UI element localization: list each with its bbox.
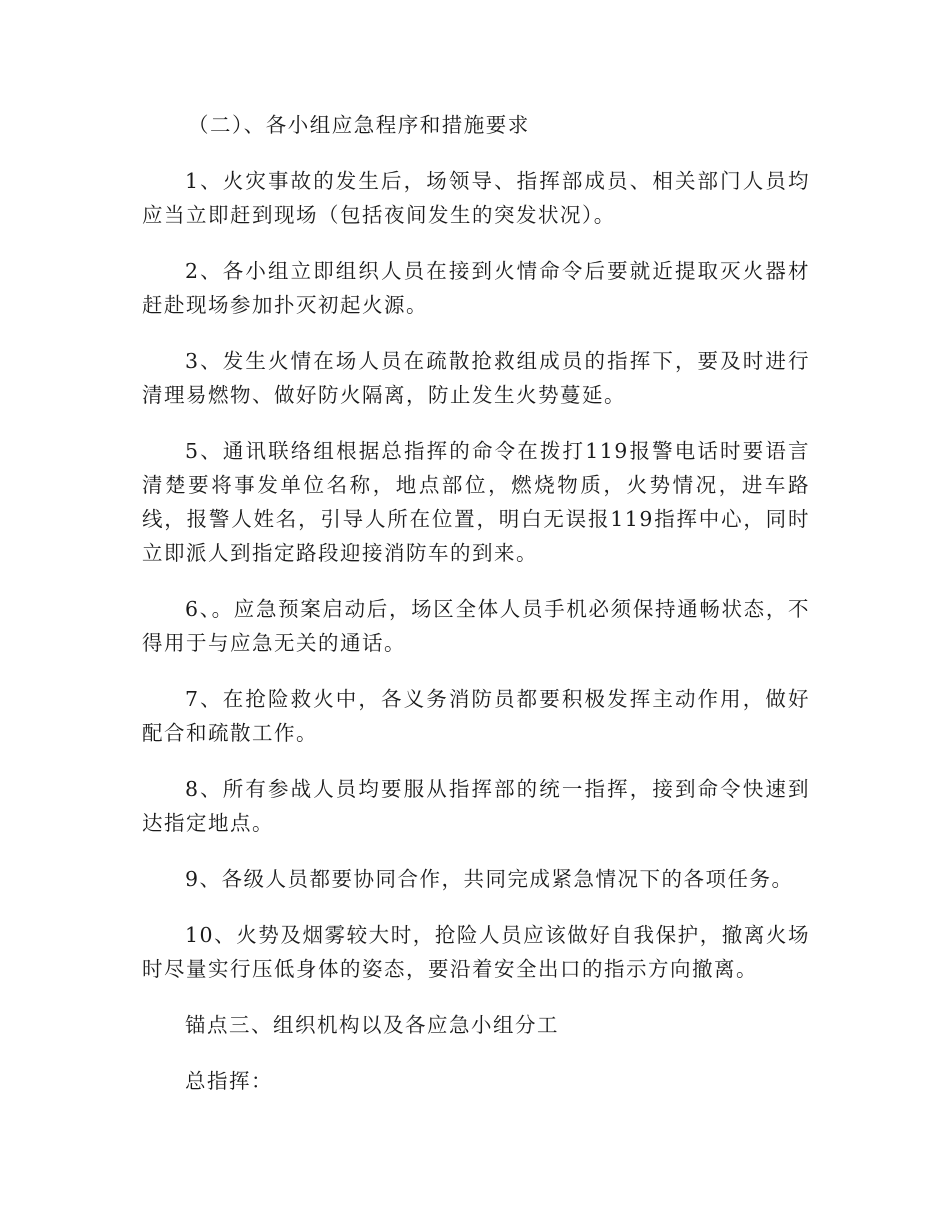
paragraph-item-2: 2、各小组立即组织人员在接到火情命令后要就近提取灭火器材赶赴现场参加扑灭初起火源。 [142, 259, 810, 317]
document-body [142, 108, 810, 1120]
paragraph-item-6: 6、。应急预案启动后，场区全体人员手机必须保持通畅状态，不得用于与应急无关的通话。 [142, 597, 810, 655]
paragraph-item-10: 10、火势及烟雾较大时，抢险人员应该做好自我保护，撤离火场时尽量实行压低身体的姿态，要沿着安全出口的指示方向撤离。 [142, 923, 810, 981]
paragraph-item-5: 5、通讯联络组根据总指挥的命令在拨打119报警电话时要语言清楚要将事发单位名称，地点部位，燃烧物质，火势情况，进车路线，报警人姓名，引导人所在位置，明白无误报119指挥中心，同时立即派人到指定路段迎接消防车的到来。 [142, 439, 810, 565]
paragraph-item-9: 9、各级人员都要协同合作，共同完成紧急情况下的各项任务。 [185, 867, 794, 891]
commander-label: 总指挥： [185, 1069, 273, 1093]
section-heading-organization: 锚点三、组织机构以及各应急小组分工 [185, 1013, 559, 1037]
section-heading: （二）、各小组应急程序和措施要求 [188, 113, 530, 137]
paragraph-item-3: 3、发生火情在场人员在疏散抢救组成员的指挥下，要及时进行清理易燃物、做好防火隔离，防止发生火势蔓延。 [142, 349, 810, 407]
paragraph-item-1: 1、火灾事故的发生后，场领导、指挥部成员、相关部门人员均应当立即赶到现场（包括夜间发生的突发状况）。 [142, 169, 810, 227]
paragraph-item-8: 8、所有参战人员均要服从指挥部的统一指挥，接到命令快速到达指定地点。 [142, 777, 810, 835]
paragraph-item-7: 7、在抢险救火中，各义务消防员都要积极发挥主动作用，做好配合和疏散工作。 [142, 687, 810, 745]
